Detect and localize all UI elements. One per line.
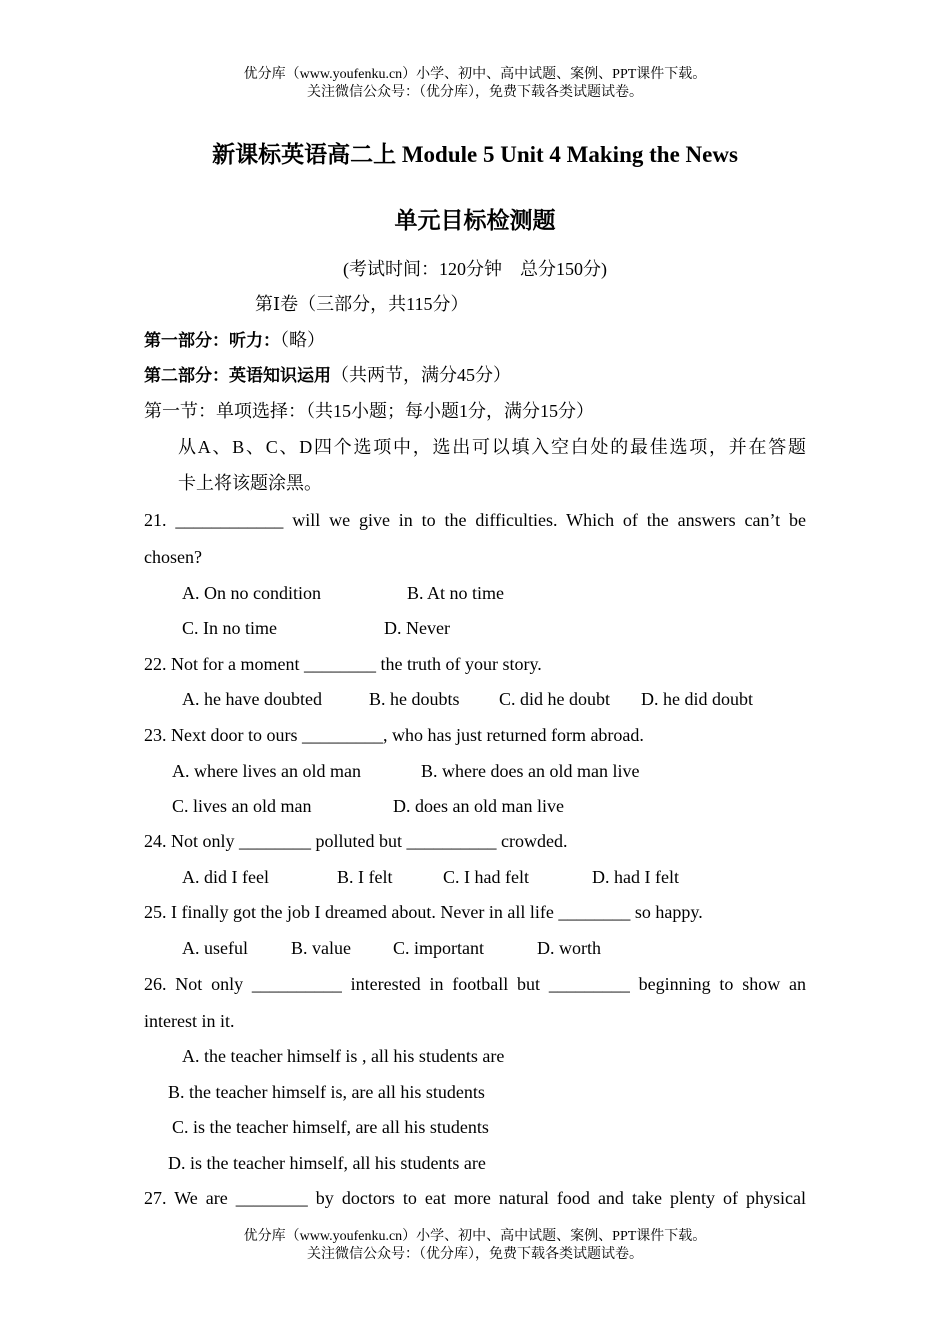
document-title: 新课标英语高二上 Module 5 Unit 4 Making the News (212, 142, 738, 167)
question-24-option-a: A. did I feel (182, 867, 269, 887)
part1-note: （略） (280, 330, 325, 350)
question-25-option-d: D. worth (537, 938, 601, 958)
instruction-line-2: 卡上将该题涂黑。 (178, 473, 322, 493)
footer-line-2: 关注微信公众号：（优分库），免费下载各类试题试卷。 (307, 1247, 643, 1262)
question-24-stem: 24. Not only ________ polluted but __________ crowded. (144, 831, 568, 851)
question-24-option-b: B. I felt (337, 867, 393, 887)
part1-heading (144, 329, 325, 352)
question-22-stem: 22. Not for a moment ________ the truth of your story. (144, 654, 542, 674)
question-21-stem: 21. ____________ will we give in to the difficulties. Which of the answers can’t be (144, 510, 806, 530)
question-23-option-c: C. lives an old man (172, 796, 312, 816)
question-22-option-d: D. he did doubt (641, 689, 753, 709)
header-line-1: 优分库（www.youfenku.cn）小学、初中、高中试题、案例、PPT课件下载。 (243, 67, 707, 82)
document-subtitle: 单元目标检测题 (394, 208, 556, 233)
question-21-stem-cont: chosen? (144, 547, 202, 567)
volume-heading: 第Ⅰ卷（三部分，共115分） (255, 294, 469, 314)
part2-heading (144, 364, 511, 387)
question-25-option-b: B. value (291, 938, 351, 958)
question-24-option-d: D. had I felt (592, 867, 679, 887)
question-25-option-c: C. important (393, 938, 484, 958)
footer-line-1: 优分库（www.youfenku.cn）小学、初中、高中试题、案例、PPT课件下载。 (243, 1229, 707, 1244)
question-26-option-d: D. is the teacher himself, all his students are (168, 1153, 486, 1173)
question-22-option-a: A. he have doubted (182, 689, 322, 709)
question-25-stem: 25. I finally got the job I dreamed about. Never in all life ________ so happy. (144, 902, 703, 922)
question-21-option-a: A. On no condition (182, 583, 321, 603)
question-26-option-a: A. the teacher himself is , all his students are (182, 1046, 505, 1066)
question-26-option-b: B. the teacher himself is, are all his students (168, 1082, 485, 1102)
question-22-option-b: B. he doubts (369, 689, 460, 709)
page-header (0, 66, 950, 102)
question-22-option-c: C. did he doubt (499, 689, 610, 709)
page-footer (0, 1228, 950, 1264)
question-21-option-b: B. At no time (407, 583, 505, 603)
part2-note: （共两节，满分45分） (331, 365, 511, 385)
question-23-option-d: D. does an old man live (393, 796, 564, 816)
exam-info: (考试时间：120分钟 总分150分) (343, 259, 607, 279)
question-23-option-b: B. where does an old man live (421, 761, 640, 781)
part2-label: 第二部分：英语知识运用 (144, 366, 331, 386)
header-line-2: 关注微信公众号：（优分库），免费下载各类试题试卷。 (307, 85, 643, 100)
question-26-option-c: C. is the teacher himself, are all his students (172, 1117, 489, 1137)
question-25-option-a: A. useful (182, 938, 248, 958)
instruction-line-1: 从A、B、C、D四个选项中，选出可以填入空白处的最佳选项，并在答题 (178, 437, 806, 457)
question-21-option-d: D. Never (384, 618, 450, 638)
question-26-stem-cont: interest in it. (144, 1011, 235, 1031)
question-24-option-c: C. I had felt (443, 867, 529, 887)
section1-heading: 第一节：单项选择：（共15小题；每小题1分，满分15分） (144, 401, 594, 421)
question-26-stem: 26. Not only __________ interested in football but _________ beginning to show an (144, 974, 806, 994)
question-23-stem: 23. Next door to ours _________, who has just returned form abroad. (144, 725, 644, 745)
question-21-option-c: C. In no time (182, 618, 277, 638)
part1-label: 第一部分：听力： (144, 331, 280, 351)
question-27-stem: 27. We are ________ by doctors to eat more natural food and take plenty of physical (144, 1188, 806, 1208)
question-23-option-a: A. where lives an old man (172, 761, 361, 781)
